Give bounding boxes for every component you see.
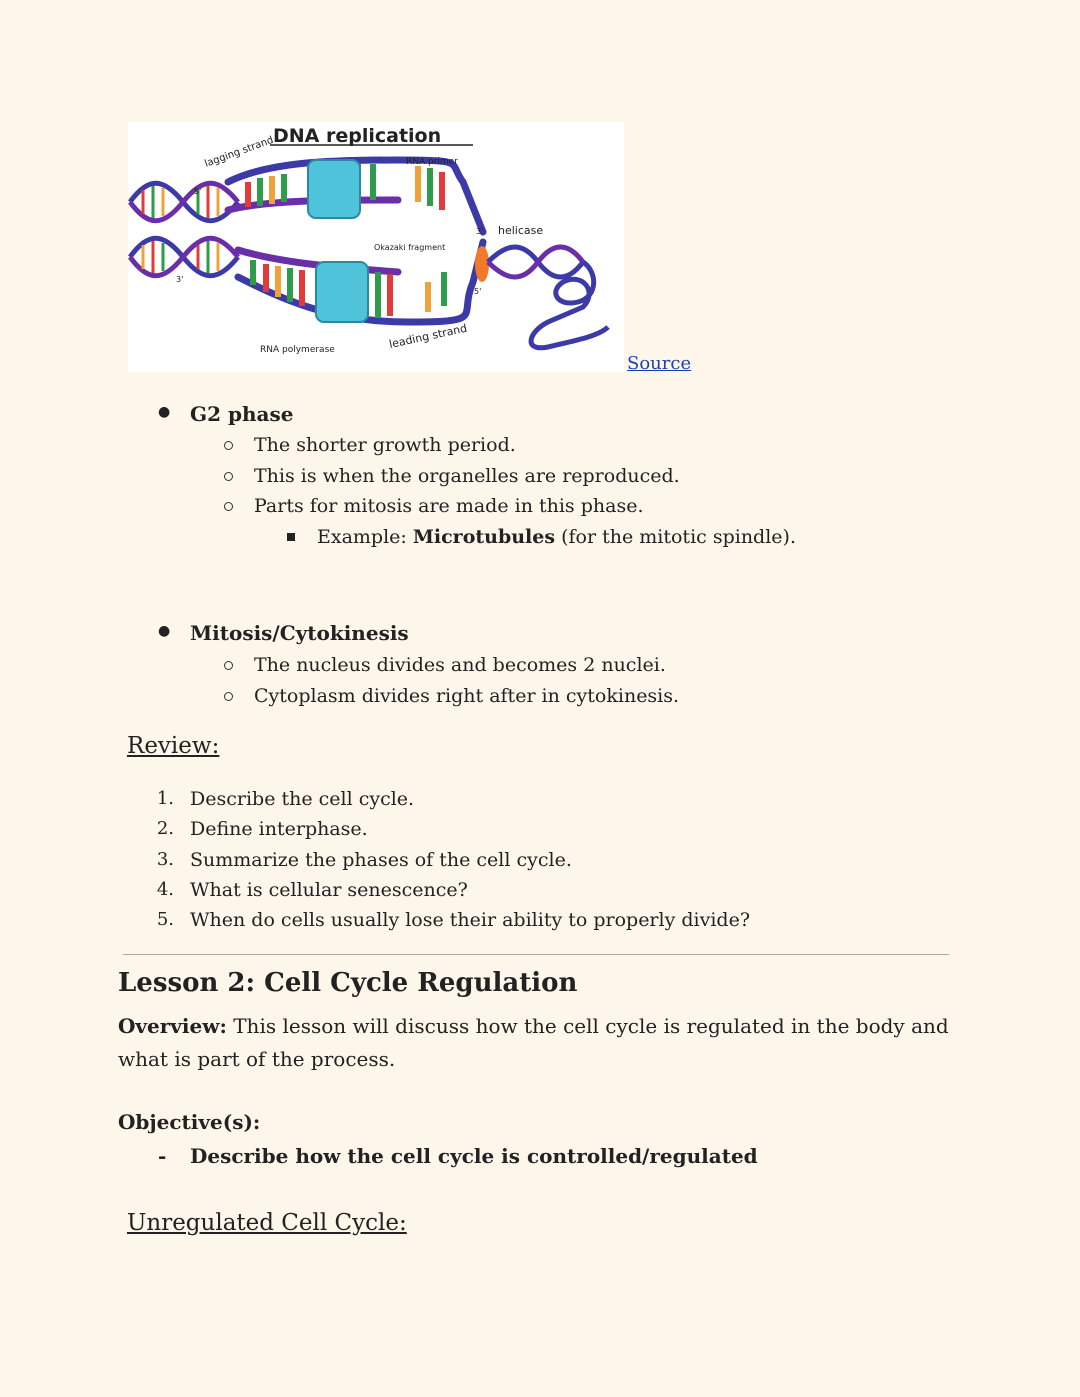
- review-num-3: 3.: [156, 849, 174, 870]
- dna-replication-figure: [128, 122, 624, 372]
- review-q1: Describe the cell cycle.: [190, 788, 415, 810]
- g2-item-2: This is when the organelles are reproduced.: [254, 465, 680, 487]
- g2-item-1: The shorter growth period.: [254, 434, 516, 456]
- review-num-2: 2.: [156, 818, 174, 839]
- square-bullet: [287, 533, 295, 541]
- circle-bullet: [224, 502, 233, 511]
- g2-item-3: Parts for mitosis are made in this phase.: [254, 495, 644, 517]
- label-lagging: lagging strand: [203, 134, 275, 170]
- circle-bullet: [224, 692, 233, 701]
- review-q3: Summarize the phases of the cell cycle.: [190, 849, 572, 871]
- label-rna-polymerase: RNA polymerase: [260, 345, 335, 355]
- objective-dash: -: [158, 1144, 167, 1168]
- unregulated-heading: Unregulated Cell Cycle:: [127, 1210, 407, 1236]
- review-num-1: 1.: [156, 788, 174, 809]
- polymerase-upper: [308, 160, 360, 218]
- review-q2: Define interphase.: [190, 818, 368, 840]
- objective-1: Describe how the cell cycle is controlled/regulated: [190, 1144, 758, 1168]
- label-helicase: helicase: [498, 224, 544, 237]
- circle-bullet: [224, 441, 233, 450]
- lesson-overview: Overview: This lesson will discuss how the cell cycle is regulated in the body and what is part of the process.: [118, 1014, 949, 1071]
- figure-title: DNA replication: [273, 125, 442, 147]
- label-5prime-b: 5': [474, 287, 482, 296]
- label-leading: leading strand: [387, 321, 469, 351]
- review-num-4: 4.: [156, 879, 174, 900]
- helix-left: [130, 183, 238, 276]
- review-heading: Review:: [127, 733, 220, 759]
- source-link[interactable]: Source: [627, 353, 692, 374]
- mitosis-title: Mitosis/Cytokinesis: [190, 621, 409, 645]
- helix-right: [488, 247, 608, 348]
- bullet-dot: ●: [158, 404, 171, 420]
- divider: [123, 954, 949, 955]
- circle-bullet: [224, 661, 233, 670]
- polymerase-lower: [316, 262, 368, 322]
- mitosis-item-1: The nucleus divides and becomes 2 nuclei.: [254, 654, 666, 676]
- g2-example: Example: Microtubules (for the mitotic spindle).: [317, 526, 796, 548]
- review-q4: What is cellular senescence?: [190, 879, 468, 901]
- mitosis-item-2: Cytoplasm divides right after in cytokinesis.: [254, 685, 680, 707]
- review-num-5: 5.: [156, 909, 174, 930]
- label-3prime-b: 3': [476, 227, 484, 236]
- g2-title: G2 phase: [190, 402, 294, 426]
- bullet-dot: ●: [158, 623, 171, 639]
- circle-bullet: [224, 472, 233, 481]
- review-q5: When do cells usually lose their ability to properly divide?: [190, 909, 751, 931]
- lesson-title: Lesson 2: Cell Cycle Regulation: [118, 968, 578, 998]
- label-rna-primer: RNA primer: [406, 157, 458, 167]
- label-okazaki: Okazaki fragment: [374, 243, 446, 252]
- label-5prime-a: 5': [194, 187, 202, 196]
- label-3prime-a: 3': [176, 275, 184, 284]
- objectives-label: Objective(s):: [118, 1110, 261, 1134]
